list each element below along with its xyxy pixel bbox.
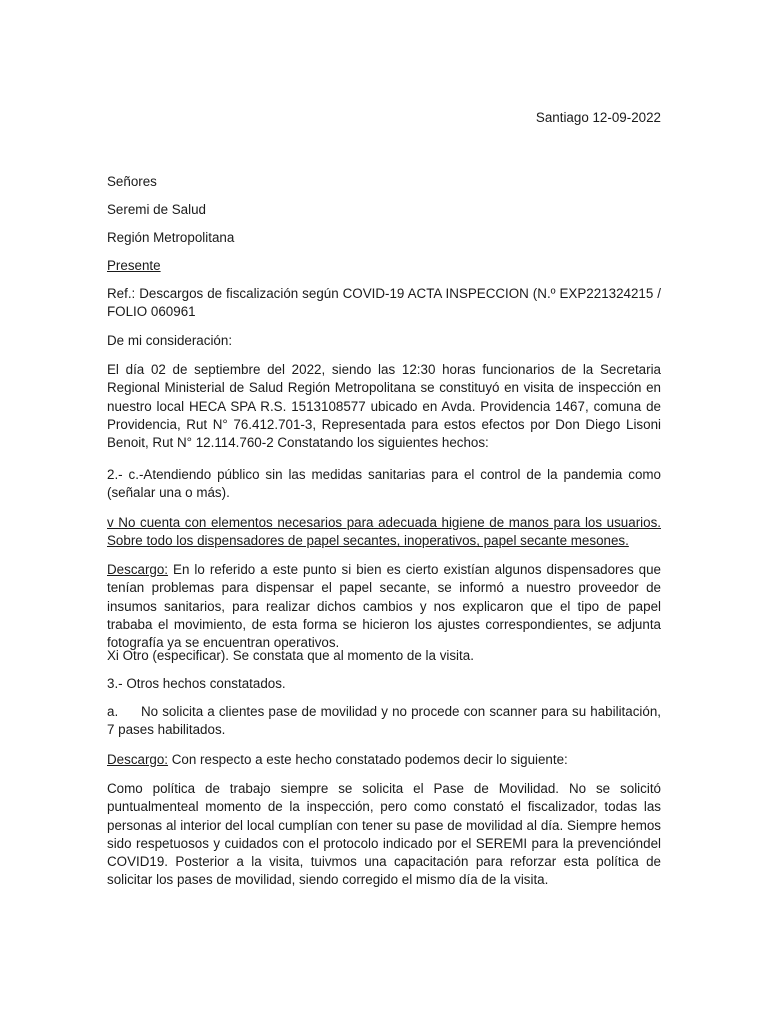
greeting: De mi consideración: <box>107 333 233 348</box>
descargo-1-label: Descargo: <box>107 562 169 577</box>
letter-date: Santiago 12-09-2022 <box>535 110 661 125</box>
descargo-1-text: En lo referido a este punto si bien es cierto existían algunos dispensadores que tenían problemas para dispensar el papel secante, se informó a nuestro proveedor de insumos sanitarios, para realizar dichos cambios y nos explicaron que el tipo de papel trababa el movimiento, de esta forma se hicieron los ajustes correspondientes, se adjunta fotografía ya se encuentran operativos. <box>107 562 661 651</box>
finding-1: v No cuenta con elementos necesarios para adecuada higiene de manos para los usuarios. Sobre todo los dispensadores de papel secantes, inoperativos, papel secante mesones. <box>107 515 661 549</box>
closing-paragraph: Como política de trabajo siempre se solicita el Pase de Movilidad. No se solicitó puntualmenteal momento de la inspección, pero como constató el fiscalizador, todas las personas al interior del local cumplían con tener su pase de movilidad al día. Siempre hemos sido respetuosos y cuidados con el protocolo indicado por el SEREMI para la prevencióndel COVID19. Posterior a la visita, tuivmos una capacitación para reforzar esta política de solicitar los pases de movilidad, siendo corregido el mismo día de la visita. <box>107 781 661 888</box>
descargo-2-label: Descargo: <box>107 752 169 767</box>
recipient-line-2: Seremi de Salud <box>107 202 206 217</box>
recipient-line-4: Presente <box>107 258 161 273</box>
descargo-2-paragraph <box>107 751 661 769</box>
point-2: 2.- c.-Atendiendo público sin las medidas sanitarias para el control de la pandemia como (señalar una o más). <box>107 467 661 501</box>
reference-line: Ref.: Descargos de fiscalización según COVID-19 ACTA INSPECCION (N.º EXP221324215 / FOLIO 060961 <box>107 286 661 320</box>
descargo-2-text: Con respecto a este hecho constatado podemos decir lo siguiente: <box>168 752 568 767</box>
item-a <box>107 703 661 740</box>
item-a-label: a. <box>107 704 119 719</box>
recipient-line-1: Señores <box>107 174 157 189</box>
recipient-line-3: Región Metropolitana <box>107 230 235 245</box>
other-line: Xi Otro (especificar). Se constata que al momento de la visita. <box>107 648 474 663</box>
descargo-1-paragraph <box>107 561 661 652</box>
item-a-text: No solicita a clientes pase de movilidad y no procede con scanner para su habilitación, 7 pases habilitados. <box>107 704 661 738</box>
point-3: 3.- Otros hechos constatados. <box>107 676 286 691</box>
intro-paragraph: El día 02 de septiembre del 2022, siendo las 12:30 horas funcionarios de la Secretaria Regional Ministerial de Salud Región Metropolitana se constituyó en visita de inspección en nuestro local HECA SPA R.S. 1513108577 ubicado en Avda. Providencia 1467, comuna de Providencia, Rut N° 76.412.701-3, Representada para estos efectos por Don Diego Lisoni Benoit, Rut N° 12.114.760-2 Constatando los siguientes hechos: <box>107 362 661 451</box>
